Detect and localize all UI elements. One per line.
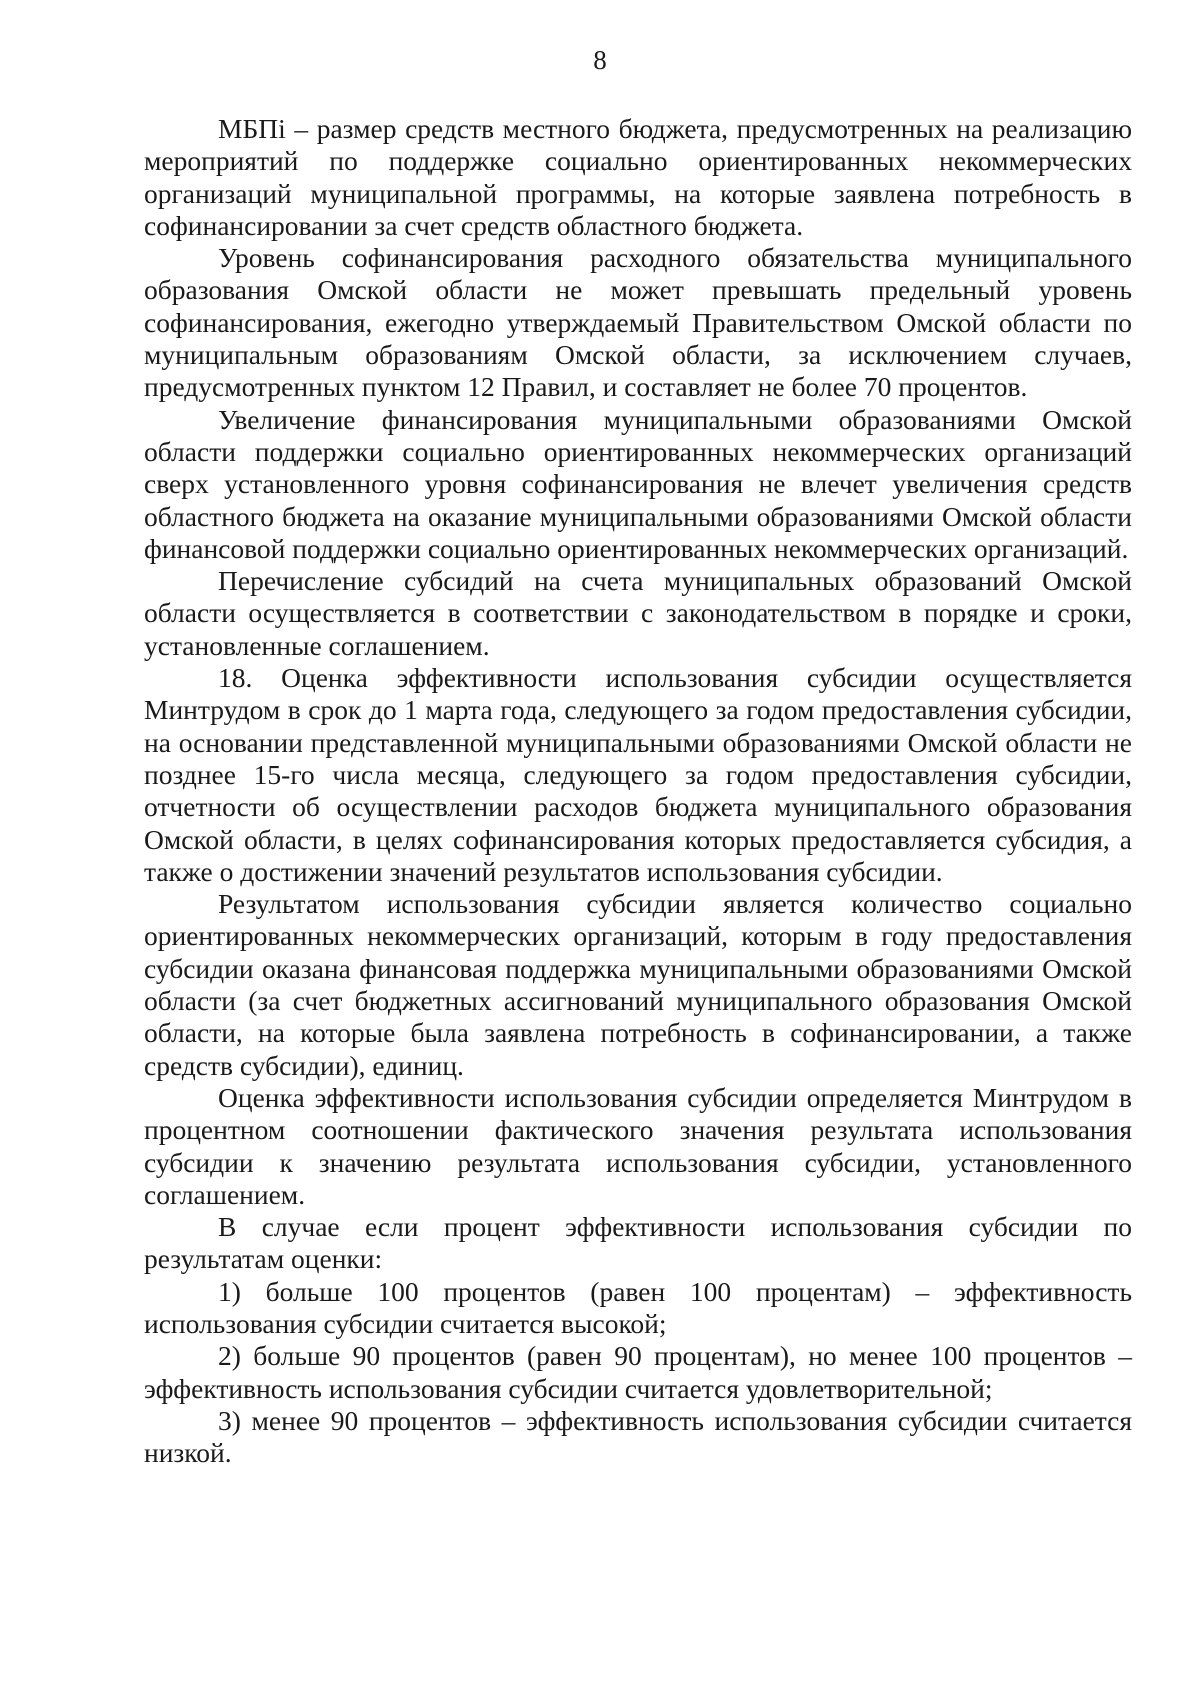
paragraph-efficiency-assessment: Оценка эффективности использования субсидии определяется Минтрудом в процентном соотношении фактического значения результата использования субсидии к значению результата использования субсидии, установленного соглашением. — [144, 1081, 1132, 1210]
document-body — [144, 113, 1132, 1469]
paragraph-efficiency-cases: В случае если процент эффективности использования субсидии по результатам оценки: — [144, 1211, 1132, 1275]
list-item-low: 3) менее 90 процентов – эффективность использования субсидии считается низкой. — [144, 1404, 1132, 1469]
paragraph-mbp-definition: МБПi – размер средств местного бюджета, предусмотренных на реализацию мероприятий по поддержке социально ориентированных некоммерческих организаций муниципальной программы, на которые заявлена потребность в софинансировании за счет средств областного бюджета. — [144, 113, 1132, 241]
paragraph-subsidy-result: Результатом использования субсидии является количество социально ориентированных некоммерческих организаций, которым в году предоставления субсидии оказана финансовая поддержка муниципальными образованиями Омской области (за счет бюджетных ассигнований муниципального образования Омской области, на которые была заявлена потребность в софинансировании, а также средств субсидии), единиц. — [144, 888, 1132, 1081]
paragraph-subsidy-transfer: Перечисление субсидий на счета муниципальных образований Омской области осуществляется в соответствии с законодательством в порядке и сроки, установленные соглашением. — [144, 565, 1132, 661]
paragraph-cofinancing-level: Уровень софинансирования расходного обязательства муниципального образования Омской области не может превышать предельный уровень софинансирования, ежегодно утверждаемый Правительством Омской области по муниципальным образованиям Омской области, за исключением случаев, предусмотренных пунктом 12 Правил, и составляет не более 70 процентов. — [144, 242, 1132, 403]
paragraph-financing-increase: Увеличение финансирования муниципальными образованиями Омской области поддержки социально ориентированных некоммерческих организаций сверх установленного уровня софинансирования не влечет увеличения средств областного бюджета на оказание муниципальными образованиями Омской области финансовой поддержки социально ориентированных некоммерческих организаций. — [144, 403, 1132, 564]
paragraph-item-18: 18. Оценка эффективности использования субсидии осуществляется Минтрудом в срок до 1 марта года, следующего за годом предоставления субсидии, на основании представленной муниципальными образованиями Омской области не позднее 15-го числа месяца, следующего за годом предоставления субсидии, отчетности об осуществлении расходов бюджета муниципального образования Омской области, в целях софинансирования которых предоставляется субсидия, а также о достижении значений результатов использования субсидии. — [144, 662, 1132, 887]
list-item-high: 1) больше 100 процентов (равен 100 процентам) – эффективность использования субсидии считается высокой; — [144, 1275, 1132, 1339]
list-item-satisfactory: 2) больше 90 процентов (равен 90 процентам), но менее 100 процентов – эффективность использования субсидии считается удовлетворительной; — [144, 1340, 1132, 1404]
page-number: 8 — [593, 45, 607, 75]
